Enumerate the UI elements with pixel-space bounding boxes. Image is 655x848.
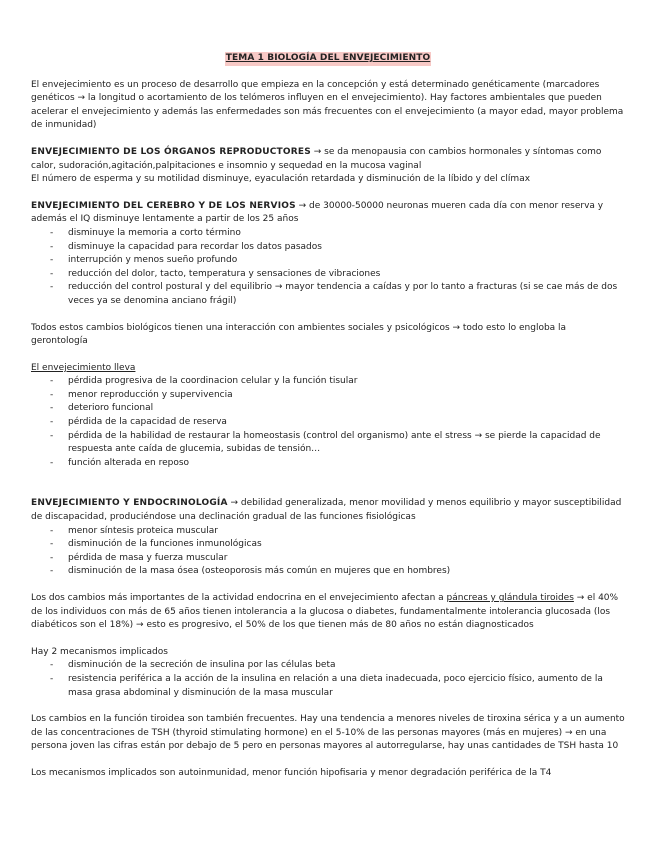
cerebro-paragraph <box>31 200 625 227</box>
endocrino-heading: ENVEJECIMIENTO Y ENDOCRINOLOGÍA <box>31 498 228 509</box>
intro-paragraph: El envejecimiento es un proceso de desarrollo que empieza en la concepción y está determinado genéticamente (marcadores genéticos → la longitud o acortamiento de los telómeros influyen en el envejecimiento). Hay factores ambientales que pueden acelerar el envejecimiento y además las enfermedades son más frecuentes con el envejecimiento (a mayor edad, mayor problema de inmunidad) <box>31 79 624 131</box>
endocrino-paragraph <box>31 497 625 524</box>
lleva-list <box>31 375 625 470</box>
document-title: TEMA 1 BIOLOGÍA DEL ENVEJECIMIENTO <box>225 52 431 66</box>
list-item: - disminución de la funciones inmunológicas <box>68 538 625 552</box>
lleva-heading: El envejecimiento lleva <box>31 362 136 373</box>
list-item: - pérdida progresiva de la coordinacion celular y la función tisular <box>68 375 625 389</box>
list-item: - pérdida de la capacidad de reserva <box>68 416 625 430</box>
list-item: - menor síntesis proteica muscular <box>68 525 625 539</box>
cambios-post: → el 40% de los individuos con más de 65 años tienen intolerancia a la glucosa o diabetes, fundamentalmente intolerancia glucosada (los diabéticos son el 18%) → esto es progresivo, el 50% de los que tienen más de 80 años no están diagnosticados <box>31 593 619 631</box>
list-item: - deterioro funcional <box>68 402 625 416</box>
cambios-pre: Los dos cambios más importantes de la actividad endocrina en el envejecimiento afectan a <box>31 593 447 603</box>
list-item: - reducción del control postural y del equilibrio → mayor tendencia a caídas y por lo tanto a fracturas (si se cae más de dos veces ya se denomina anciano frágil) <box>68 281 625 308</box>
mecanismos-heading: Hay 2 mecanismos implicados <box>31 646 168 657</box>
final-paragraph: Los mecanismos implicados son autoinmunidad, menor función hipofisaria y menor degradación periférica de la T4 <box>31 767 552 778</box>
tiroidea-paragraph: Los cambios en la función tiroidea son también frecuentes. Hay una tendencia a menores niveles de tiroxina sérica y a un aumento de las concentraciones de TSH (thyroid stimulating hormone) en el 5-10% de las personas mayores (más en mujeres) → en una persona joven las cifras están por debajo de 5 pero en personas mayores al autorregularse, hay unas cantidades de TSH hasta 10 <box>31 714 625 752</box>
cerebro-heading: ENVEJECIMIENTO DEL CEREBRO Y DE LOS NERVIOS <box>31 200 296 211</box>
gerontologia-paragraph: Todos estos cambios biológicos tienen una interacción con ambientes sociales y psicológicos → todo esto lo engloba la gerontología <box>31 322 567 347</box>
reproductores-text: → se da menopausia con cambios hormonales y síntomas como calor, sudoración,agitación,palpitaciones e insomnio y sequedad en la mucosa vaginal <box>31 146 602 171</box>
cerebro-text: → de 30000-50000 neuronas mueren cada día con menor reserva y además el IQ disminuye lentamente a partir de los 25 años <box>31 200 604 225</box>
list-item: - resistencia periférica a la acción de la insulina en relación a una dieta inadecuada, poco ejercicio físico, aumento de la masa grasa abdominal y disminución de la masa muscular <box>68 673 625 700</box>
list-item: - reducción del dolor, tacto, temperatura y sensaciones de vibraciones <box>68 268 625 282</box>
list-item: - disminuye la capacidad para recordar los datos pasados <box>68 241 625 255</box>
reproductores-line2: El número de esperma y su motilidad disminuye, eyaculación retardada y disminución de la líbido y del clímax <box>31 174 531 185</box>
reproductores-paragraph <box>31 146 625 173</box>
list-item: - pérdida de masa y fuerza muscular <box>68 552 625 566</box>
endocrino-list <box>31 525 625 579</box>
reproductores-heading: ENVEJECIMIENTO DE LOS ÓRGANOS REPRODUCTORES <box>31 146 311 157</box>
title-wrap <box>31 52 625 66</box>
mecanismos-list <box>31 659 625 700</box>
cambios-underlined: páncreas y glándula tiroides <box>446 593 574 603</box>
list-item: - disminuye la memoria a corto término <box>68 227 625 241</box>
list-item: - disminución de la secreción de insulina por las células beta <box>68 659 625 673</box>
cerebro-list <box>31 227 625 309</box>
list-item: - menor reproducción y supervivencia <box>68 389 625 403</box>
list-item: - función alterada en reposo <box>68 457 625 471</box>
endocrino-text: → debilidad generalizada, menor movilidad y menos equilibrio y mayor susceptibilidad de discapacidad, produciéndose una declinación gradual de las funciones fisiológicas <box>31 498 622 523</box>
list-item: - pérdida de la habilidad de restaurar la homeostasis (control del organismo) ante el stress → se pierde la capacidad de respuesta ante caída de glucemia, subidas de tensión… <box>68 430 625 457</box>
cambios-paragraph <box>31 592 625 633</box>
list-item: - interrupción y menos sueño profundo <box>68 254 625 268</box>
list-item: - disminución de la masa ósea (osteoporosis más común en mujeres que en hombres) <box>68 565 625 579</box>
